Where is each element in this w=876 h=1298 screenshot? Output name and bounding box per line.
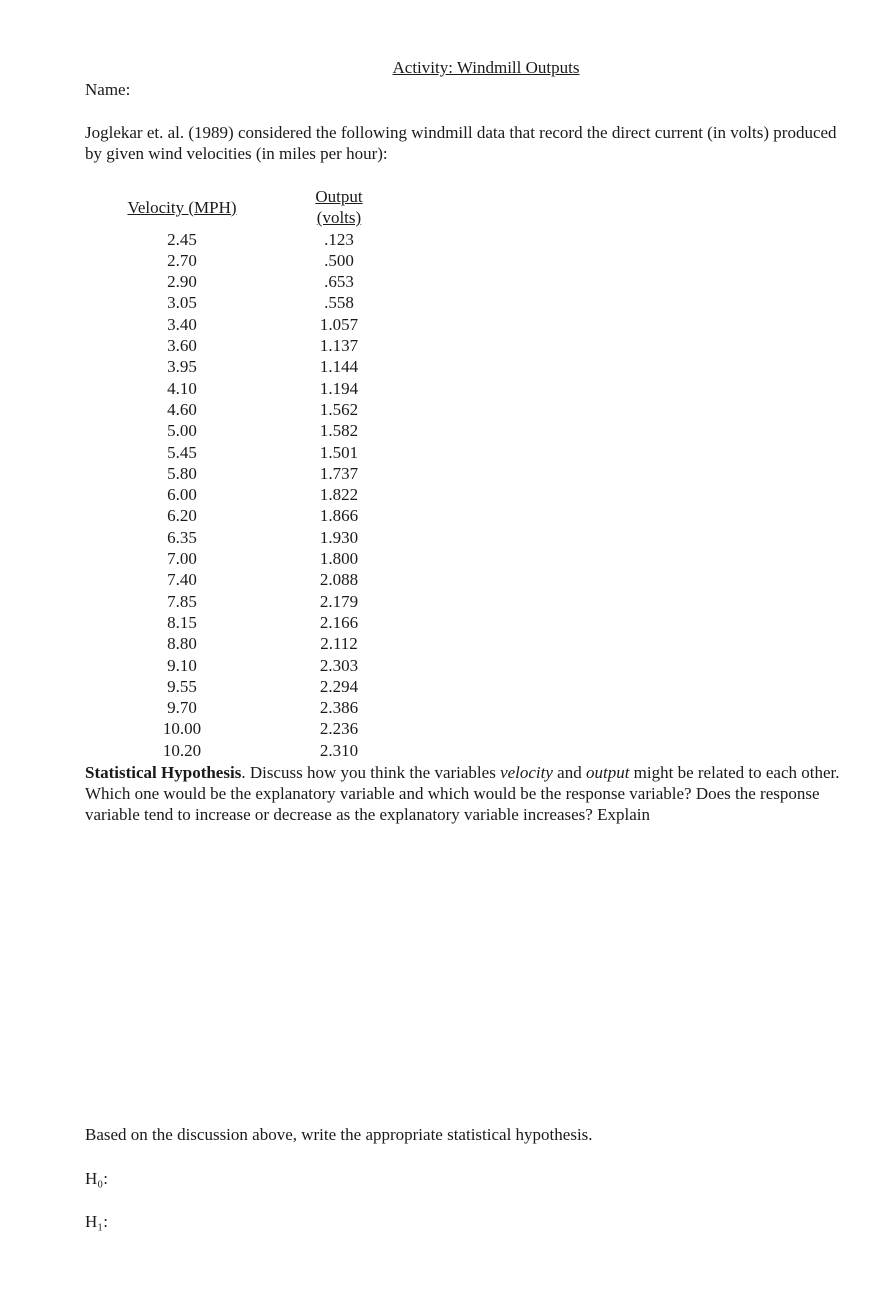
output-cell: 2.310	[319, 740, 359, 760]
output-cell: 1.137	[319, 336, 359, 356]
table-row	[108, 718, 384, 739]
alternative-hypothesis-label: H₁:	[85, 1212, 108, 1231]
output-cell: 2.088	[319, 570, 359, 590]
velocity-cell: 3.60	[167, 336, 197, 356]
velocity-cell: 8.15	[167, 612, 197, 632]
table-header-row	[108, 186, 384, 229]
output-cell: 1.144	[319, 357, 359, 377]
hypothesis-prompt: Based on the discussion above, write the appropriate statistical hypothesis.	[85, 1125, 593, 1144]
output-cell: 2.179	[319, 591, 359, 611]
table-row	[108, 633, 384, 654]
table-row	[108, 335, 384, 356]
output-cell: 2.303	[319, 655, 359, 675]
hypothesis-text-part1: . Discuss how you think the variables	[241, 763, 501, 782]
velocity-cell: 9.55	[167, 676, 197, 696]
variable-output: output	[585, 763, 630, 782]
page-title: Activity: Windmill Outputs	[392, 58, 580, 77]
intro-paragraph: Joglekar et. al. (1989) considered the following windmill data that record the direct current (in volts) produced by given wind velocities (in miles per hour):	[85, 123, 837, 163]
table-row	[108, 356, 384, 377]
output-cell: 2.166	[319, 612, 359, 632]
output-cell: 1.737	[319, 463, 359, 483]
table-row	[108, 569, 384, 590]
table-row	[108, 740, 384, 761]
velocity-cell: 2.70	[167, 250, 197, 270]
velocity-cell: 3.40	[167, 314, 197, 334]
velocity-cell: 3.95	[167, 357, 197, 377]
output-cell: 1.582	[319, 421, 359, 441]
table-row	[108, 591, 384, 612]
table-row	[108, 676, 384, 697]
output-cell: .123	[324, 229, 354, 249]
output-cell: 1.194	[319, 378, 359, 398]
table-row	[108, 463, 384, 484]
output-cell: 2.112	[320, 634, 358, 654]
table-row	[108, 442, 384, 463]
table-row	[108, 399, 384, 420]
table-row	[108, 271, 384, 292]
table-row	[108, 378, 384, 399]
table-row	[108, 655, 384, 676]
output-cell: 1.800	[319, 549, 359, 569]
table-row	[108, 612, 384, 633]
velocity-cell: 5.45	[167, 442, 197, 462]
windmill-data-table	[108, 186, 384, 761]
velocity-cell: 10.00	[162, 719, 202, 739]
output-cell: .500	[324, 250, 354, 270]
output-cell: .653	[324, 272, 354, 292]
velocity-cell: 3.05	[167, 293, 197, 313]
velocity-cell: 2.45	[167, 229, 197, 249]
velocity-cell: 6.20	[167, 506, 197, 526]
velocity-cell: 6.35	[167, 527, 197, 547]
velocity-cell: 4.10	[167, 378, 197, 398]
velocity-cell: 7.85	[167, 591, 197, 611]
output-cell: 1.930	[319, 527, 359, 547]
null-hypothesis-label: H₀:	[85, 1169, 108, 1188]
table-row	[108, 250, 384, 271]
velocity-cell: 8.80	[167, 634, 197, 654]
table-row	[108, 548, 384, 569]
velocity-column-header: Velocity (MPH)	[127, 197, 237, 217]
table-row	[108, 697, 384, 718]
velocity-cell: 5.00	[167, 421, 197, 441]
output-cell: 1.501	[319, 442, 359, 462]
output-column-header: Output (volts)	[315, 187, 363, 228]
velocity-cell: 4.60	[167, 399, 197, 419]
hypothesis-paragraph	[85, 762, 870, 825]
velocity-cell: 7.00	[167, 549, 197, 569]
output-cell: 2.386	[319, 698, 359, 718]
output-cell: .558	[324, 293, 354, 313]
output-cell: 1.057	[319, 314, 359, 334]
table-row	[108, 484, 384, 505]
hypothesis-text-part3: might be related to each other. Which one would be the explanatory variable and which would be the response variable? Does the response variable tend to increase or decrease as the explanatory variable increases? Explain	[85, 763, 840, 824]
velocity-cell: 5.80	[167, 463, 197, 483]
output-cell: 1.562	[319, 399, 359, 419]
velocity-cell: 9.70	[167, 698, 197, 718]
velocity-cell: 10.20	[162, 740, 202, 760]
table-row	[108, 314, 384, 335]
table-row	[108, 420, 384, 441]
output-cell: 2.236	[319, 719, 359, 739]
table-row	[108, 505, 384, 526]
velocity-cell: 9.10	[167, 655, 197, 675]
output-cell: 1.866	[319, 506, 359, 526]
variable-velocity: velocity	[500, 763, 553, 782]
velocity-cell: 6.00	[167, 485, 197, 505]
table-body	[108, 229, 384, 761]
name-label: Name:	[85, 80, 131, 99]
hypothesis-heading: Statistical Hypothesis	[85, 763, 242, 782]
output-cell: 1.822	[319, 485, 359, 505]
hypothesis-text-part2: and	[552, 763, 586, 782]
table-row	[108, 229, 384, 250]
velocity-cell: 2.90	[167, 272, 197, 292]
output-cell: 2.294	[319, 676, 359, 696]
velocity-cell: 7.40	[167, 570, 197, 590]
table-row	[108, 292, 384, 313]
table-row	[108, 527, 384, 548]
